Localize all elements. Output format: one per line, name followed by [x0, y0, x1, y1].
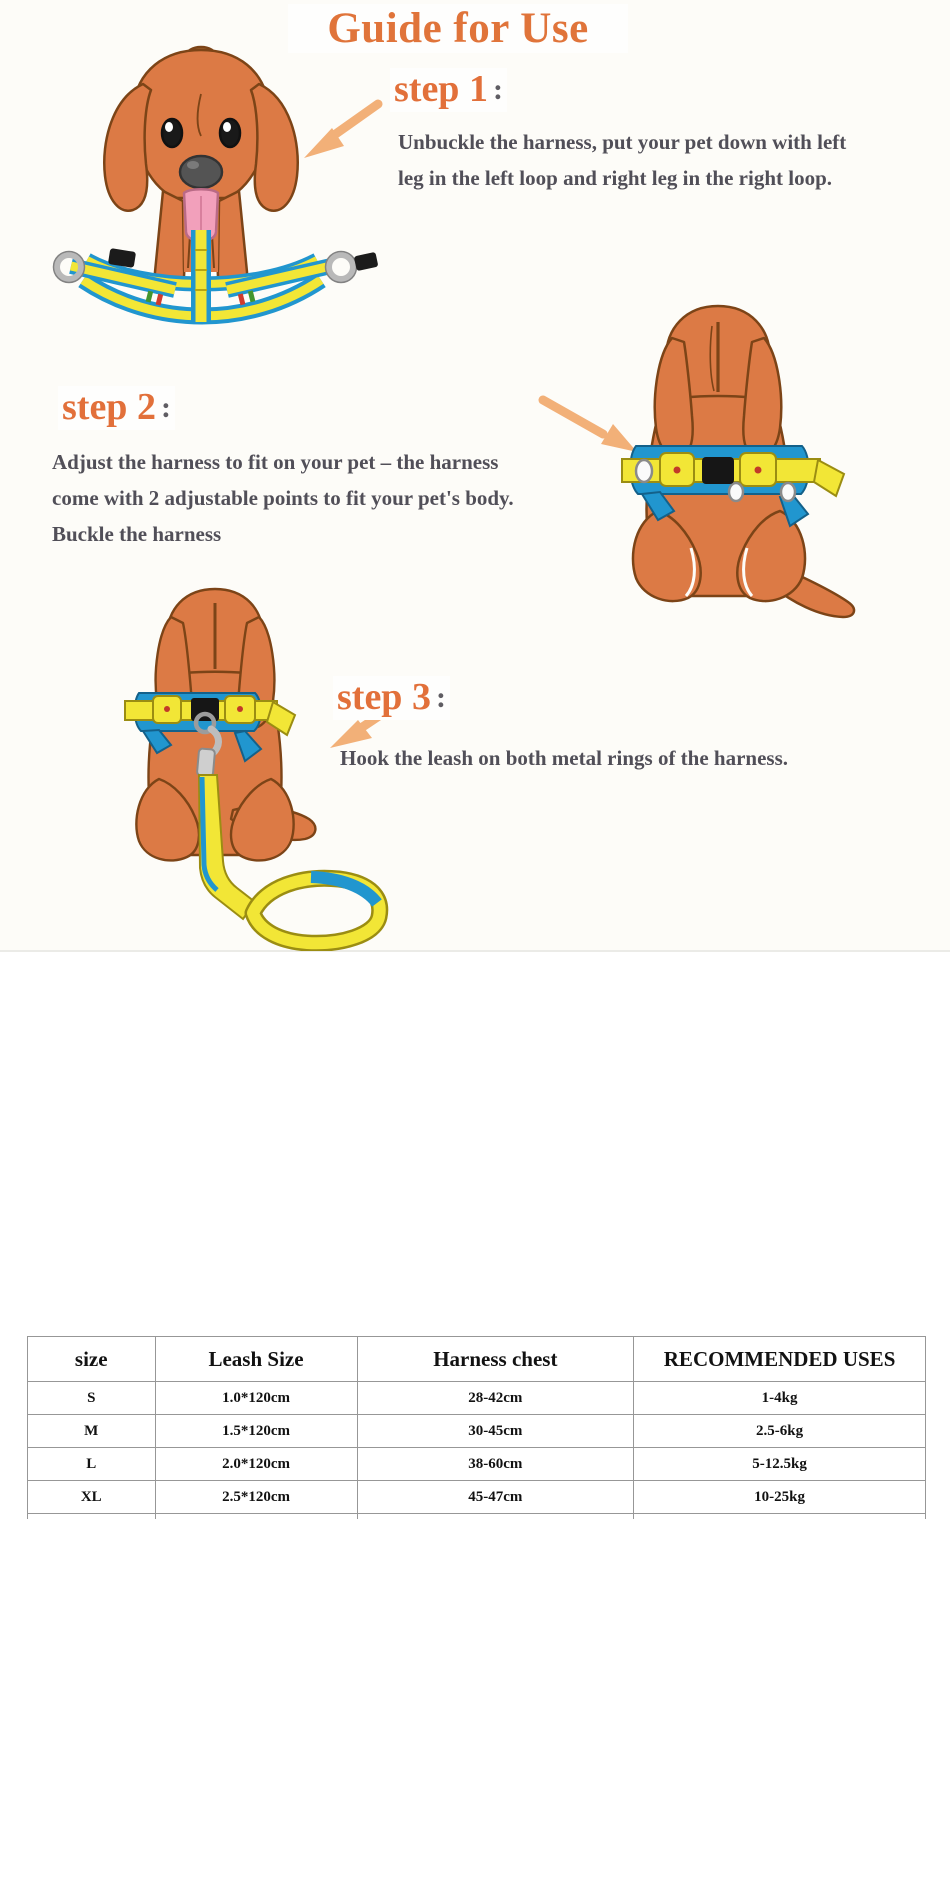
step-2-label: step 2 — [62, 386, 156, 428]
cell-size: S — [28, 1382, 156, 1415]
cell-weight: 2.5-6kg — [634, 1415, 926, 1448]
col-header-size: size — [28, 1337, 156, 1382]
cell-size: XL — [28, 1481, 156, 1514]
dog-back-harness-illustration — [596, 296, 862, 626]
cell-chest: 30-45cm — [357, 1415, 634, 1448]
step-1-heading — [390, 68, 507, 112]
step-1-line-1: Unbuckle the harness, put your pet down with left — [398, 130, 847, 154]
arrow-down-left-icon — [298, 96, 388, 164]
table-row-s — [28, 1382, 926, 1415]
table-row-l — [28, 1448, 926, 1481]
cell-size: M — [28, 1415, 156, 1448]
dog-front-harness-illustration — [25, 36, 385, 336]
page-title: Guide for Use — [288, 4, 628, 53]
cell-chest: 38-60cm — [357, 1448, 634, 1481]
cell-chest: 45-47cm — [357, 1481, 634, 1514]
step-1-label: step 1 — [394, 68, 488, 110]
step-2-line-2: come with 2 adjustable points to fit your pet's body. — [52, 486, 514, 510]
col-header-recommended-uses: RECOMMENDED USES — [634, 1337, 926, 1382]
col-header-leash-size: Leash Size — [155, 1337, 357, 1382]
cell-leash: 2.5*120cm — [155, 1481, 357, 1514]
step-1-line-2: leg in the left loop and right leg in the right loop. — [398, 166, 833, 190]
cell-weight: 1-4kg — [634, 1382, 926, 1415]
table-row-xl — [28, 1481, 926, 1514]
table-border-stub-row — [28, 1514, 926, 1520]
cell-weight: 10-25kg — [634, 1481, 926, 1514]
step-2-colon: : — [160, 391, 171, 424]
cell-leash: 1.5*120cm — [155, 1415, 357, 1448]
step-3-label: step 3 — [337, 676, 431, 718]
cell-chest: 28-42cm — [357, 1382, 634, 1415]
table-row-m — [28, 1415, 926, 1448]
step-2-description — [52, 444, 514, 552]
step-3-colon: : — [435, 681, 446, 714]
cell-size: L — [28, 1448, 156, 1481]
size-table — [27, 1336, 926, 1519]
step-2-line-3: Buckle the harness — [52, 522, 222, 546]
step-3-line-1: Hook the leash on both metal rings of the harness. — [340, 746, 789, 770]
cell-leash: 2.0*120cm — [155, 1448, 357, 1481]
step-2-line-1: Adjust the harness to fit on your pet – the harness — [52, 450, 499, 474]
step-1-colon: : — [492, 73, 503, 106]
step-3-description — [340, 740, 788, 776]
cell-weight: 5-12.5kg — [634, 1448, 926, 1481]
cell-leash: 1.0*120cm — [155, 1382, 357, 1415]
step-2-heading — [58, 386, 175, 430]
col-header-harness-chest: Harness chest — [357, 1337, 634, 1382]
step-3-heading — [333, 676, 450, 720]
step-1-description — [398, 124, 846, 196]
size-table-header-row — [28, 1337, 926, 1382]
